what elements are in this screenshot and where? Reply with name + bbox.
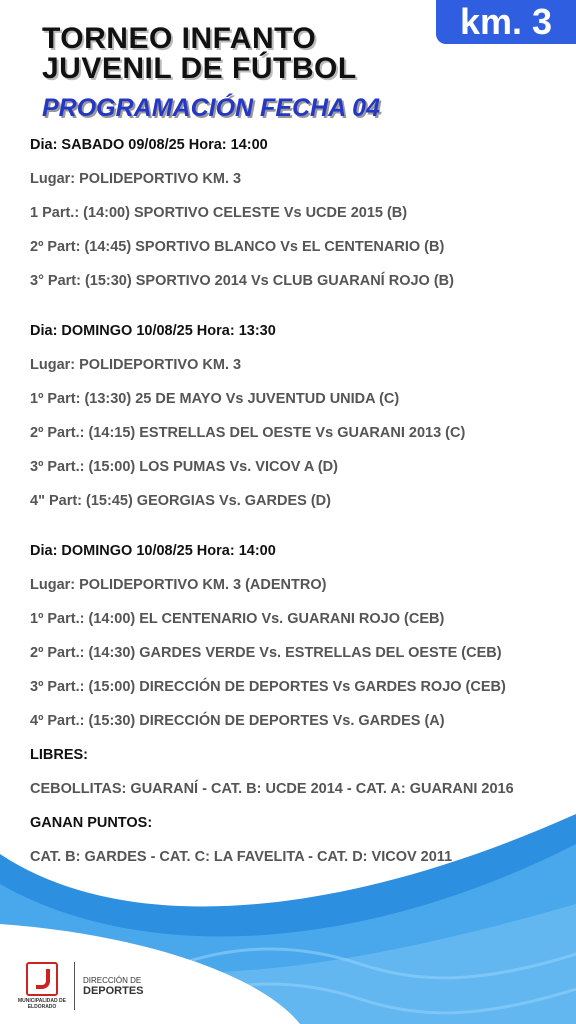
department-logo: [83, 976, 144, 996]
schedule-line: LIBRES:: [30, 747, 88, 763]
schedule-line: Lugar: POLIDEPORTIVO KM. 3: [30, 171, 242, 187]
km-badge: km. 3: [436, 0, 576, 44]
schedule-line: 2º Part.: (14:15) ESTRELLAS DEL OESTE Vs GUARANI 2013 (C): [30, 425, 466, 441]
schedule-line: 4º Part.: (15:30) DIRECCIÓN DE DEPORTES Vs. GARDES (A): [30, 713, 445, 729]
page-title: [42, 24, 357, 84]
schedule-line: Dia: DOMINGO 10/08/25 Hora: 13:30: [30, 323, 276, 339]
title-line-1: TORNEO INFANTO: [42, 22, 317, 55]
schedule-line: 2º Part.: (14:30) GARDES VERDE Vs. ESTRELLAS DEL OESTE (CEB): [30, 645, 502, 661]
logo-divider: [74, 962, 75, 1010]
municipality-icon: [26, 962, 58, 996]
schedule-line: 1 Part.: (14:00) SPORTIVO CELESTE Vs UCDE 2015 (B): [30, 205, 408, 221]
department-line-1: DIRECCIÓN DE: [83, 976, 142, 985]
schedule-line: 1º Part.: (14:00) EL CENTENARIO Vs. GUARANI ROJO (CEB): [30, 611, 445, 627]
schedule-line: CEBOLLITAS: GUARANÍ - CAT. B: UCDE 2014 - CAT. A: GUARANI 2016: [30, 781, 514, 797]
schedule-line: Dia: SABADO 09/08/25 Hora: 14:00: [30, 137, 268, 153]
schedule-line: Lugar: POLIDEPORTIVO KM. 3 (ADENTRO): [30, 577, 327, 593]
schedule-line: 3º Part.: (15:00) DIRECCIÓN DE DEPORTES Vs GARDES ROJO (CEB): [30, 679, 506, 695]
municipality-logo: [18, 962, 66, 1010]
schedule-line: 4" Part: (15:45) GEORGIAS Vs. GARDES (D): [30, 493, 331, 509]
schedule-line: 1º Part: (13:30) 25 DE MAYO Vs JUVENTUD UNIDA (C): [30, 391, 400, 407]
schedule-line: 2º Part: (14:45) SPORTIVO BLANCO Vs EL CENTENARIO (B): [30, 239, 445, 255]
spacer: [30, 304, 570, 320]
schedule-line: Dia: DOMINGO 10/08/25 Hora: 14:00: [30, 543, 276, 559]
schedule-line: CAT. B: GARDES - CAT. C: LA FAVELITA - CAT. D: VICOV 2011: [30, 849, 453, 865]
spacer: [30, 524, 570, 540]
schedule-line: 3º Part.: (15:00) LOS PUMAS Vs. VICOV A (D): [30, 459, 338, 475]
page-subtitle: PROGRAMACIÓN FECHA 04: [42, 94, 380, 122]
schedule-line: GANAN PUNTOS:: [30, 815, 153, 831]
municipality-name: MUNICIPALIDAD DE ELDORADO: [18, 998, 66, 1010]
schedule-line: Lugar: POLIDEPORTIVO KM. 3: [30, 357, 242, 373]
schedule-line: 3° Part: (15:30) SPORTIVO 2014 Vs CLUB GUARANÍ ROJO (B): [30, 273, 454, 289]
footer-logos: [18, 962, 144, 1010]
department-line-2: DEPORTES: [83, 985, 144, 997]
schedule-list: [30, 134, 570, 880]
title-line-2: JUVENIL DE FÚTBOL: [42, 52, 357, 85]
